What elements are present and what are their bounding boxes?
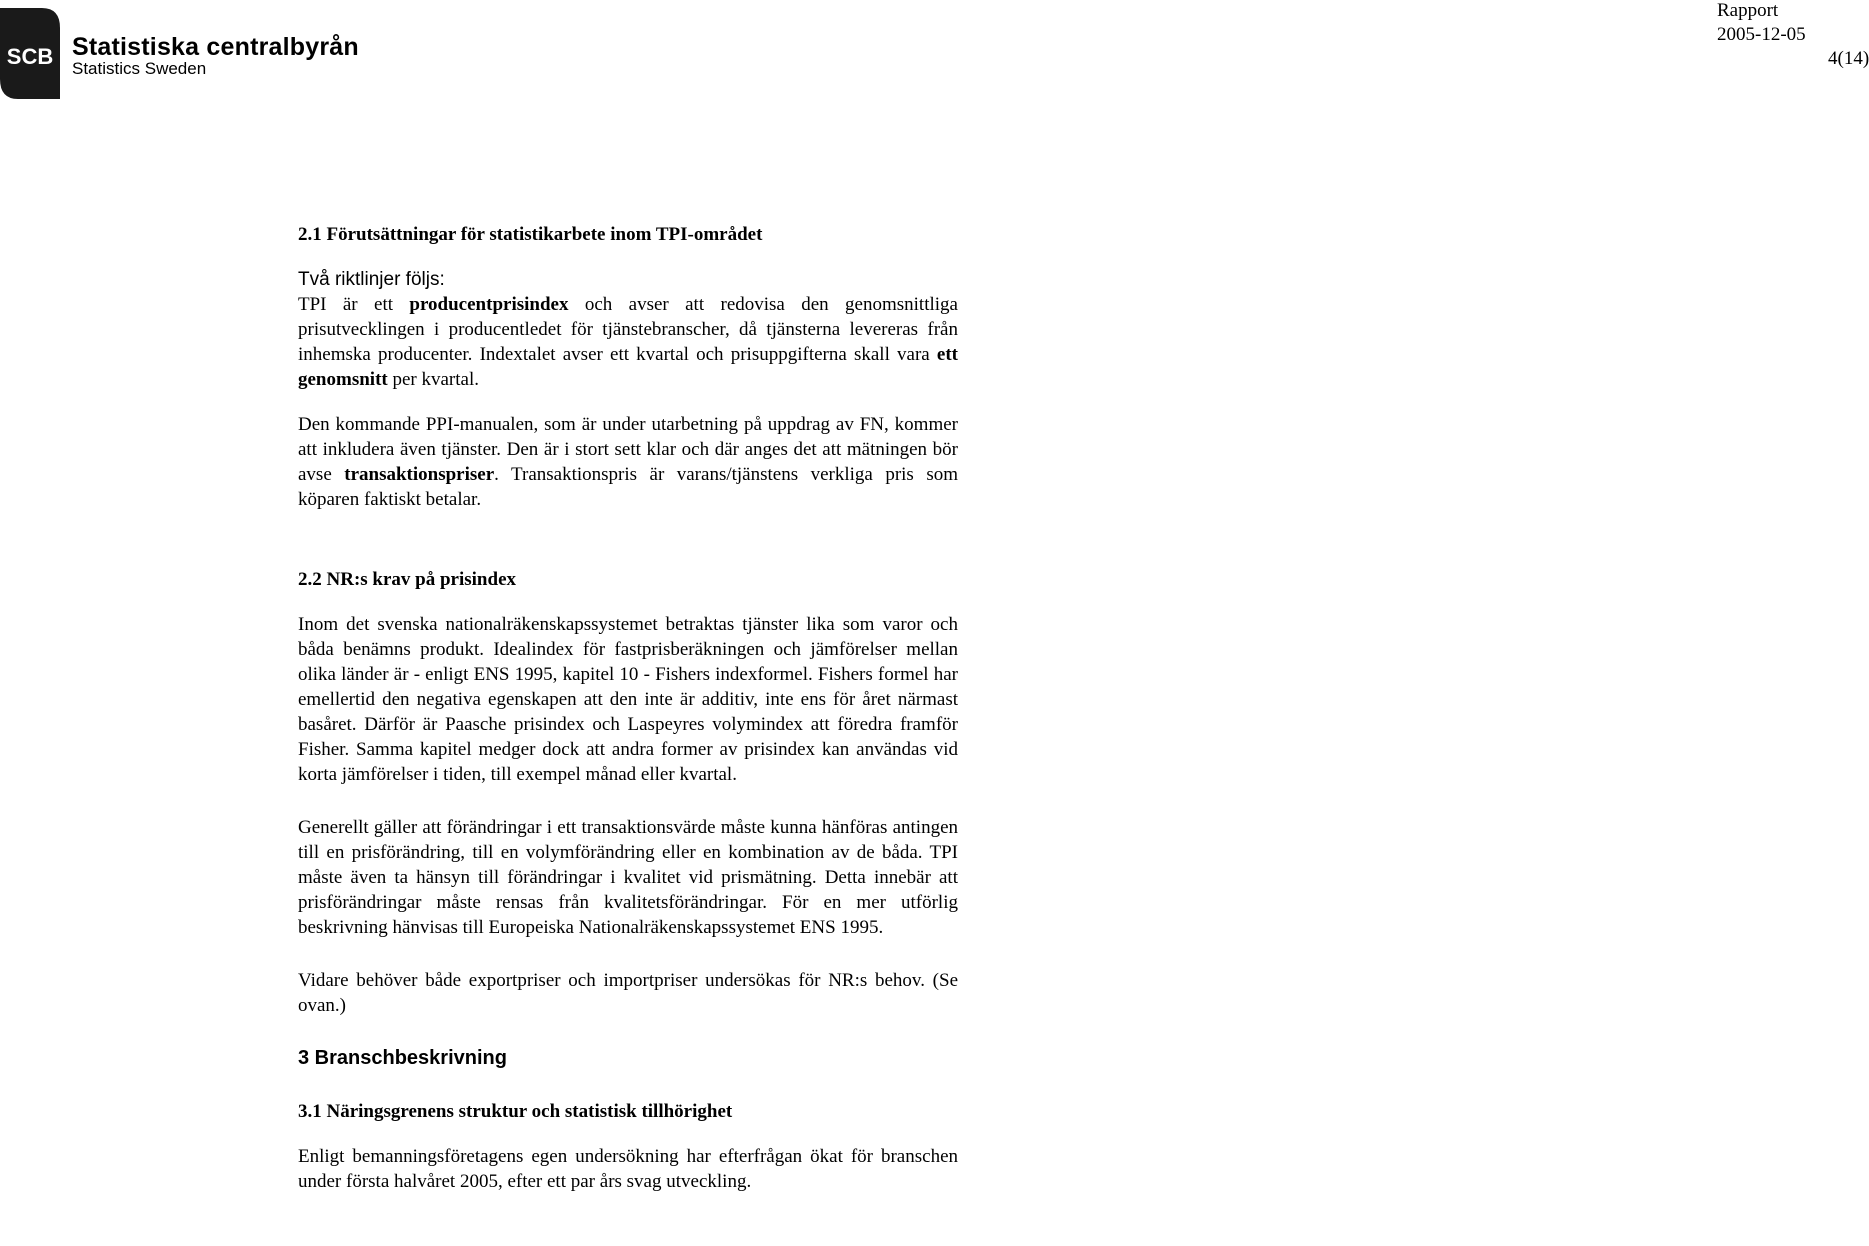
doc-type: Rapport	[1717, 0, 1779, 21]
section-heading-2-1: 2.1 Förutsättningar för statistikarbete inom TPI-området	[298, 224, 763, 245]
paragraph-export-import: Vidare behöver både exportpriser och importpriser undersökas för NR:s behov. (Se ovan.)	[298, 970, 958, 1016]
scb-logo	[0, 4, 420, 99]
paragraph-transaction-value: Generellt gäller att förändringar i ett transaktionsvärde måste kunna hänföras antingen till en prisförändring, till en volymförändring eller en kombination av de båda. TPI måste även ta hänsyn till förändringar i kvalitet vid prismätning. Detta innebär att prisförändringar måste rensas från kvalitetsförändringar. För en mer utförlig beskrivning hänvisas till Europeiska Nationalräkenskapssystemet ENS 1995.	[298, 817, 958, 938]
org-name-english: Statistics Sweden	[72, 59, 207, 78]
scb-emblem-icon	[0, 4, 60, 99]
section-heading-2-2: 2.2 NR:s krav på prisindex	[298, 569, 516, 590]
paragraph-tpi: TPI är ett producentprisindex och avser att redovisa den genomsnittliga prisutvecklingen i producentledet för tjänstebranscher, då tjänsterna levereras från inhemska producenter. Indextalet avser ett kvartal och prisuppgifterna skall vara ett genomsnitt per kvartal.	[298, 294, 958, 390]
intro-line: Två riktlinjer följs:	[298, 269, 445, 290]
paragraph-nr-requirements: Inom det svenska nationalräkenskapssystemet betraktas tjänster lika som varor och båda benämns produkt. Idealindex för fastprisberäkningen och jämförelser mellan olika länder är - enligt ENS 1995, kapitel 10 - Fishers indexformel. Fishers formel har emellertid den negativa egenskapen att den inte är additiv, inte ens för året närmast basåret. Därför är Paasche prisindex och Laspeyres volymindex att föredra framför Fisher. Samma kapitel medger dock att andra former av prisindex kan användas vid korta jämförelser i tiden, till exempel månad eller kvartal.	[298, 614, 958, 785]
section-heading-3-1: 3.1 Näringsgrenens struktur och statistisk tillhörighet	[298, 1101, 733, 1122]
document-body	[298, 222, 958, 1194]
paragraph-industry: Enligt bemanningsföretagens egen undersökning har efterfrågan ökat för branschen under första halvåret 2005, efter ett par års svag utveckling.	[298, 1146, 958, 1192]
section-heading-3: 3 Branschbeskrivning	[298, 1047, 507, 1069]
emblem-text: SCB	[6, 44, 54, 69]
paragraph-ppi-manual: Den kommande PPI-manualen, som är under utarbetning på uppdrag av FN, kommer att inkludera även tjänster. Den är i stort sett klar och där anges det att mätningen bör avse transaktionspriser. Transaktionspris är varans/tjänstens verkliga pris som köparen faktiskt betalar.	[298, 414, 958, 510]
doc-date: 2005-12-05	[1717, 24, 1806, 45]
page-number: 4(14)	[1828, 48, 1869, 69]
org-name-swedish: Statistiska centralbyrån	[72, 33, 359, 61]
